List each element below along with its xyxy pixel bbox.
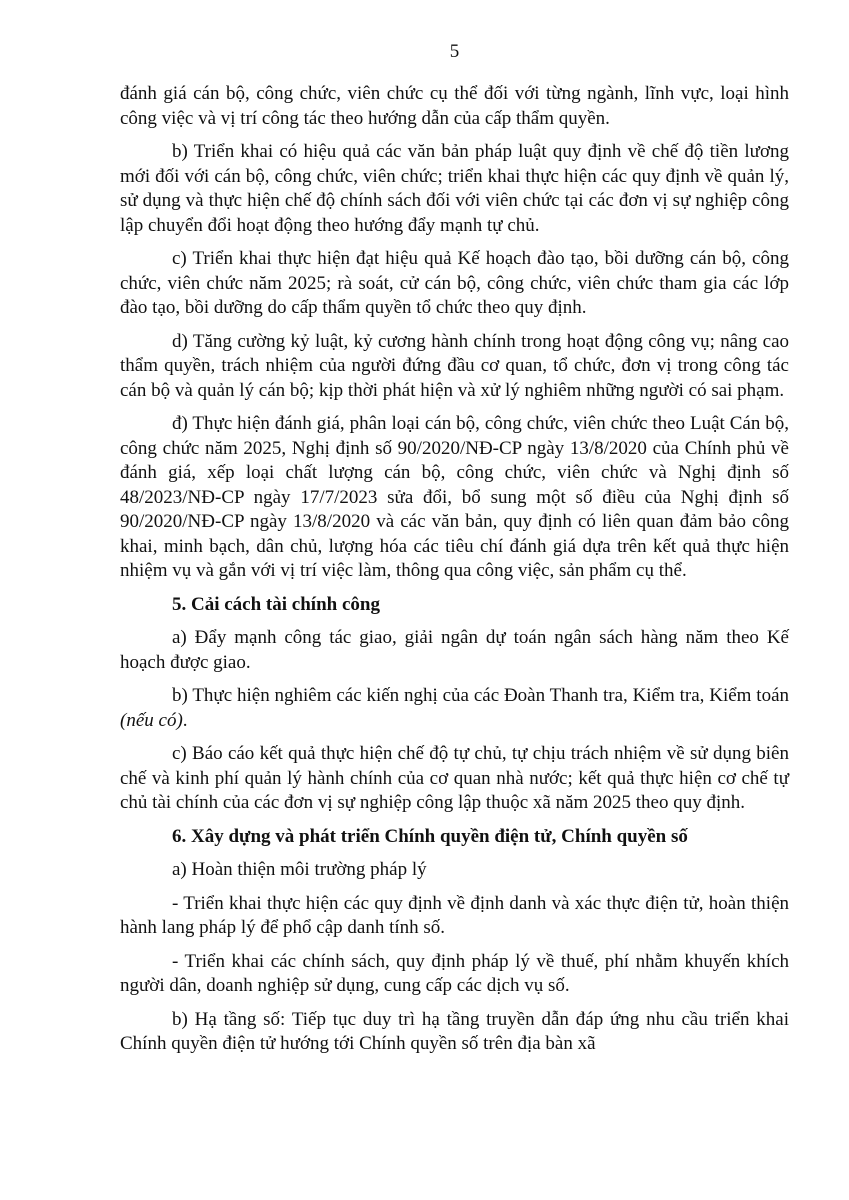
paragraph-6a-item-1: - Triển khai thực hiện các quy định về định danh và xác thực điện tử, hoàn thiện hành lang pháp lý để phổ cập danh tính số. [120, 892, 789, 938]
paragraph-4b: b) Triển khai có hiệu quả các văn bản pháp luật quy định về chế độ tiền lương mới đối với cán bộ, công chức, viên chức; triển khai thực hiện các quy định về quản lý, sử dụng và thực hiện chế độ chính sách đối với viên chức tại các đơn vị sự nghiệp công lập chuyển đổi hoạt động theo hướng đẩy mạnh tự chủ. [120, 141, 789, 236]
paragraph-6b: b) Hạ tầng số: Tiếp tục duy trì hạ tầng truyền dẫn đáp ứng nhu cầu triển khai Chính quyền điện tử hướng tới Chính quyền số trên địa bàn xã [120, 1008, 789, 1054]
paragraph-5c: c) Báo cáo kết quả thực hiện chế độ tự chủ, tự chịu trách nhiệm về sử dụng biên chế và kinh phí quản lý hành chính của cơ quan nhà nước; kết quả thực hiện cơ chế tự chủ tài chính của các đơn vị sự nghiệp công lập thuộc xã năm 2025 theo quy định. [120, 743, 789, 813]
paragraph-5a: a) Đẩy mạnh công tác giao, giải ngân dự toán ngân sách hàng năm theo Kế hoạch được giao. [120, 627, 789, 673]
paragraph-6a-item-2: - Triển khai các chính sách, quy định pháp lý về thuế, phí nhằm khuyến khích người dân, doanh nghiệp sử dụng, cung cấp các dịch vụ số. [120, 950, 789, 996]
section-heading-5: 5. Cải cách tài chính công [172, 593, 380, 615]
page-number: 5 [449, 41, 460, 62]
paragraph-continuation: đánh giá cán bộ, công chức, viên chức cụ thể đối với từng ngành, lĩnh vực, loại hình công việc và vị trí công tác theo hướng dẫn của cấp thẩm quyền. [120, 83, 789, 129]
paragraph-5b-italic: (nếu có) [120, 709, 183, 731]
paragraph-5b-main: b) Thực hiện nghiêm các kiến nghị của các Đoàn Thanh tra, Kiểm tra, Kiểm toán [172, 685, 789, 706]
paragraph-4d: d) Tăng cường kỷ luật, kỷ cương hành chính trong hoạt động công vụ; nâng cao thẩm quyền, trách nhiệm của người đứng đầu cơ quan, tổ chức, đơn vị trong công tác cán bộ và quản lý cán bộ; kịp thời phát hiện và xử lý nghiêm những người có sai phạm. [120, 330, 789, 401]
paragraph-4c: c) Triển khai thực hiện đạt hiệu quả Kế hoạch đào tạo, bồi dưỡng cán bộ, công chức, viên chức năm 2025; rà soát, cử cán bộ, công chức, viên chức tham gia các lớp đào tạo, bồi dưỡng do cấp thẩm quyền tổ chức theo quy định. [120, 248, 789, 318]
section-heading-6: 6. Xây dựng và phát triển Chính quyền điện tử, Chính quyền số [172, 825, 688, 847]
document-body [120, 82, 789, 1066]
paragraph-6a: a) Hoàn thiện môi trường pháp lý [172, 859, 427, 880]
paragraph-5b-end: . [182, 709, 188, 731]
paragraph-5b [120, 684, 789, 733]
paragraph-4dd: đ) Thực hiện đánh giá, phân loại cán bộ, công chức, viên chức theo Luật Cán bộ, công chức năm 2025, Nghị định số 90/2020/NĐ-CP ngày 13/8/2020 của Chính phủ về đánh giá, xếp loại chất lượng cán bộ, công chức, viên chức và Nghị định số 48/2023/NĐ-CP ngày 17/7/2023 sửa đổi, bổ sung một số điều của Nghị định số 90/2020/NĐ-CP ngày 13/8/2020 và các văn bản, quy định có liên quan đảm bảo công khai, minh bạch, dân chủ, lượng hóa các tiêu chí đánh giá dựa trên kết quả thực hiện nhiệm vụ và gắn với vị trí việc làm, thông qua công việc, sản phẩm cụ thể. [120, 413, 789, 581]
